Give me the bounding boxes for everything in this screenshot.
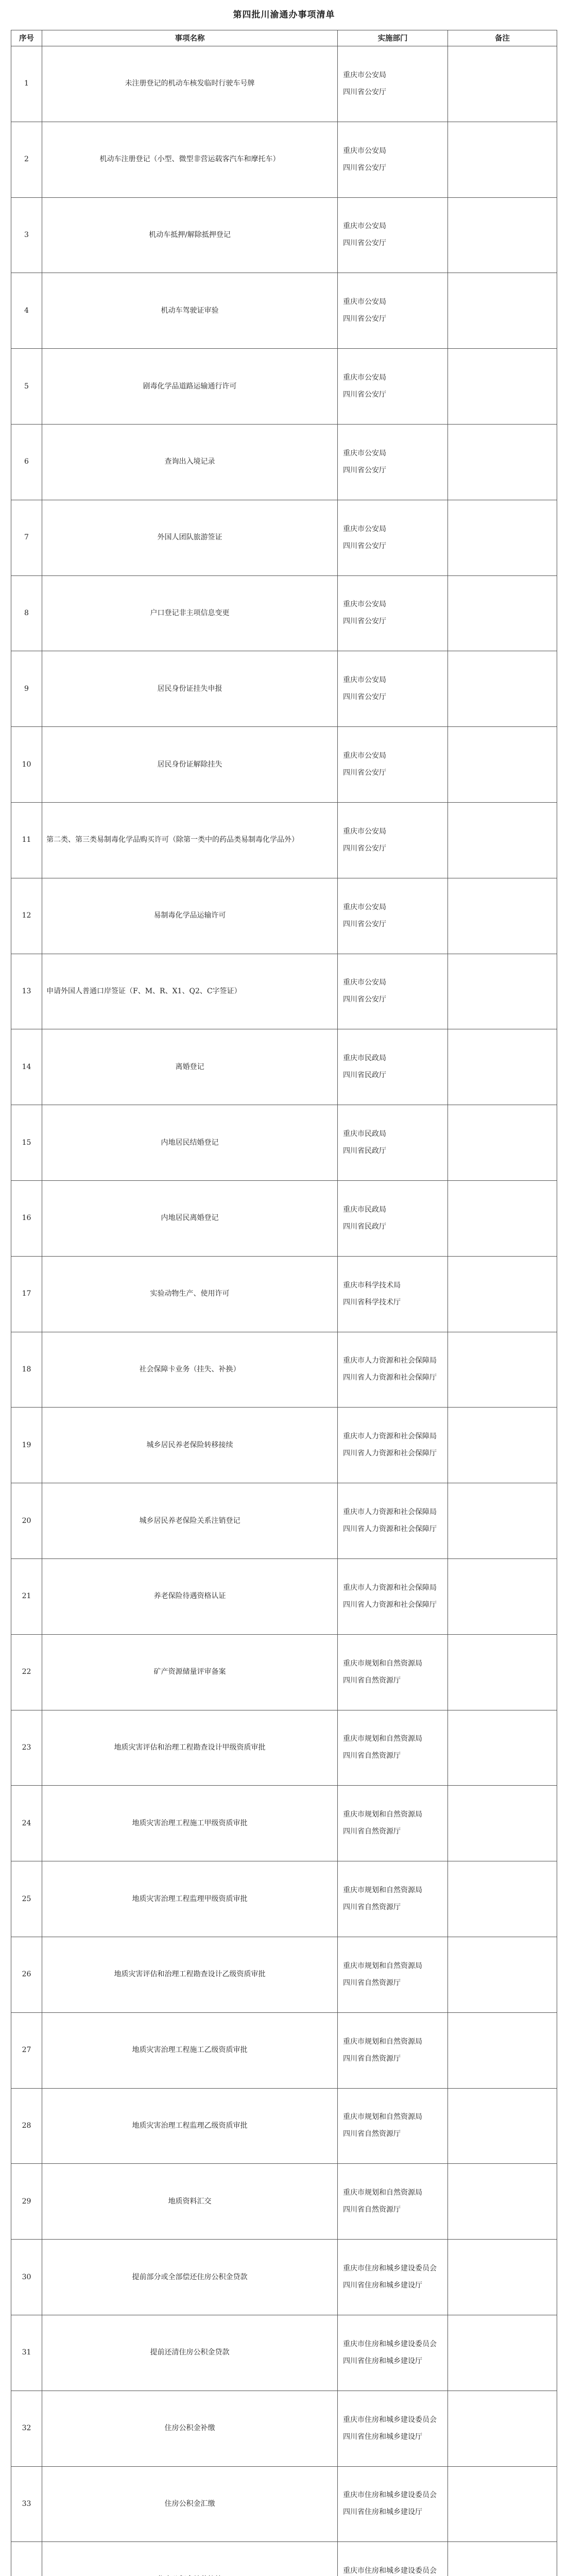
department-cell bbox=[338, 727, 448, 803]
item-name: 户口登记非主项信息变更 bbox=[42, 575, 338, 651]
department-name: 四川省民政厅 bbox=[343, 1071, 386, 1080]
department-name: 四川省公安厅 bbox=[343, 466, 386, 474]
department-name: 重庆市公安局 bbox=[343, 903, 386, 911]
department-cell bbox=[338, 46, 448, 122]
department-cell bbox=[338, 1710, 448, 1786]
department-cell bbox=[338, 273, 448, 349]
department-name: 重庆市科学技术局 bbox=[343, 1281, 401, 1290]
department-name: 重庆市人力资源和社会保障局 bbox=[343, 1432, 437, 1441]
department-name: 四川省自然资源厅 bbox=[343, 1903, 401, 1912]
department-name: 四川省住房和城乡建设厅 bbox=[343, 2281, 422, 2290]
row-number bbox=[11, 2542, 42, 2576]
department-name: 四川省公安厅 bbox=[343, 239, 386, 248]
table-row bbox=[11, 500, 557, 575]
department-name: 四川省民政厅 bbox=[343, 1222, 386, 1231]
department-cell bbox=[338, 1483, 448, 1559]
department-name: 四川省自然资源厅 bbox=[343, 2054, 401, 2063]
item-name: 内地居民结婚登记 bbox=[42, 1105, 338, 1181]
header-dept: 实施部门 bbox=[338, 30, 448, 46]
department-cell bbox=[338, 651, 448, 727]
row-number: 18 bbox=[11, 1332, 42, 1408]
item-name: 住房公积金汇缴 bbox=[42, 2466, 338, 2542]
item-name: 城乡居民养老保险转移接续 bbox=[42, 1408, 338, 1483]
item-name: 地质灾害评估和治理工程勘查设计乙级资质审批 bbox=[42, 1937, 338, 2012]
item-name: 申请外国人普通口岸签证（F、M、R、X1、Q2、C字签证） bbox=[42, 954, 338, 1029]
note-cell bbox=[448, 1937, 557, 2012]
department-cell bbox=[338, 1332, 448, 1408]
department-cell bbox=[338, 424, 448, 500]
department-cell bbox=[338, 122, 448, 197]
note-cell bbox=[448, 878, 557, 954]
note-cell bbox=[448, 2164, 557, 2240]
department-name: 重庆市公安局 bbox=[343, 146, 386, 155]
item-name: 住房公积金补缴 bbox=[42, 2391, 338, 2466]
department-cell bbox=[338, 1256, 448, 1332]
item-name: 实验动物生产、使用许可 bbox=[42, 1256, 338, 1332]
note-cell bbox=[448, 1710, 557, 1786]
note-cell bbox=[448, 1256, 557, 1332]
department-name: 重庆市公安局 bbox=[343, 524, 386, 533]
department-name: 重庆市住房和城乡建设委员会 bbox=[343, 2340, 437, 2348]
row-number: 24 bbox=[11, 1786, 42, 1861]
note-cell bbox=[448, 1558, 557, 1634]
item-name: 易制毒化学品运输许可 bbox=[42, 878, 338, 954]
row-number: 21 bbox=[11, 1558, 42, 1634]
department-cell bbox=[338, 2012, 448, 2088]
item-name: 地质资料汇交 bbox=[42, 2164, 338, 2240]
note-cell bbox=[448, 2012, 557, 2088]
row-number: 13 bbox=[11, 954, 42, 1029]
table-row bbox=[11, 2164, 557, 2240]
note-cell bbox=[448, 122, 557, 197]
row-number: 22 bbox=[11, 1634, 42, 1710]
department-name: 重庆市人力资源和社会保障局 bbox=[343, 1583, 437, 1592]
table-row bbox=[11, 197, 557, 273]
department-name: 四川省公安厅 bbox=[343, 693, 386, 702]
item-name: 城乡居民养老保险关系注销登记 bbox=[42, 1483, 338, 1559]
department-cell bbox=[338, 1029, 448, 1105]
row-number: 30 bbox=[11, 2240, 42, 2315]
note-cell bbox=[448, 2466, 557, 2542]
department-name: 四川省住房和城乡建设厅 bbox=[343, 2432, 422, 2441]
department-name: 重庆市公安局 bbox=[343, 827, 386, 836]
note-cell bbox=[448, 1180, 557, 1256]
department-cell bbox=[338, 2315, 448, 2391]
department-name: 四川省自然资源厅 bbox=[343, 1978, 401, 1987]
department-name: 重庆市公安局 bbox=[343, 71, 386, 79]
table-row bbox=[11, 349, 557, 425]
page-title: 第四批川渝通办事项清单 bbox=[233, 10, 335, 20]
item-name: 剧毒化学品道路运输通行许可 bbox=[42, 349, 338, 425]
note-cell bbox=[448, 1786, 557, 1861]
row-number: 32 bbox=[11, 2391, 42, 2466]
department-cell bbox=[338, 1634, 448, 1710]
item-name: 地质灾害评估和治理工程勘查设计甲级资质审批 bbox=[42, 1710, 338, 1786]
department-cell bbox=[338, 1558, 448, 1634]
item-name: 机动车驾驶证审验 bbox=[42, 273, 338, 349]
row-number: 23 bbox=[11, 1710, 42, 1786]
note-cell bbox=[448, 1332, 557, 1408]
item-name: 地质灾害治理工程监理甲级资质审批 bbox=[42, 1861, 338, 1937]
item-name: 未注册登记的机动车核发临时行驶车号牌 bbox=[42, 46, 338, 122]
department-cell bbox=[338, 2391, 448, 2466]
table-row bbox=[11, 2088, 557, 2164]
table-row bbox=[11, 1408, 557, 1483]
department-cell bbox=[338, 1408, 448, 1483]
department-name: 四川省人力资源和社会保障厅 bbox=[343, 1374, 437, 1382]
department-name: 四川省自然资源厅 bbox=[343, 1827, 401, 1836]
note-cell bbox=[448, 1483, 557, 1559]
row-number: 11 bbox=[11, 802, 42, 878]
table-row bbox=[11, 2315, 557, 2391]
department-cell bbox=[338, 2088, 448, 2164]
department-name: 重庆市住房和城乡建设委员会 bbox=[343, 2415, 437, 2424]
table-body bbox=[11, 46, 557, 2576]
note-cell bbox=[448, 1105, 557, 1181]
row-number: 2 bbox=[11, 122, 42, 197]
department-cell bbox=[338, 1861, 448, 1937]
table-row bbox=[11, 1180, 557, 1256]
table-row bbox=[11, 2466, 557, 2542]
header-no: 序号 bbox=[11, 30, 42, 46]
table-row bbox=[11, 2391, 557, 2466]
department-cell bbox=[338, 2542, 448, 2576]
department-name: 重庆市规划和自然资源局 bbox=[343, 1810, 422, 1819]
note-cell bbox=[448, 273, 557, 349]
row-number: 7 bbox=[11, 500, 42, 575]
department-cell bbox=[338, 197, 448, 273]
department-name: 四川省科学技术厅 bbox=[343, 1298, 401, 1307]
department-cell bbox=[338, 1180, 448, 1256]
department-name: 重庆市住房和城乡建设委员会 bbox=[343, 2567, 437, 2575]
item-name: 居民身份证挂失申报 bbox=[42, 651, 338, 727]
department-name: 重庆市规划和自然资源局 bbox=[343, 1659, 422, 1668]
item-name: 外国人团队旅游签证 bbox=[42, 500, 338, 575]
row-number: 9 bbox=[11, 651, 42, 727]
row-number: 3 bbox=[11, 197, 42, 273]
note-cell bbox=[448, 349, 557, 425]
department-name: 四川省公安厅 bbox=[343, 163, 386, 172]
note-cell bbox=[448, 954, 557, 1029]
header-item: 事项名称 bbox=[42, 30, 338, 46]
item-name: 查询出入境记录 bbox=[42, 424, 338, 500]
item-name: 离婚登记 bbox=[42, 1029, 338, 1105]
department-name: 重庆市公安局 bbox=[343, 222, 386, 231]
department-name: 四川省民政厅 bbox=[343, 1147, 386, 1156]
department-name: 四川省自然资源厅 bbox=[343, 2206, 401, 2214]
department-name: 四川省人力资源和社会保障厅 bbox=[343, 1600, 437, 1609]
department-name: 重庆市公安局 bbox=[343, 676, 386, 685]
department-cell bbox=[338, 954, 448, 1029]
table-row bbox=[11, 1861, 557, 1937]
department-name: 四川省公安厅 bbox=[343, 88, 386, 96]
department-cell bbox=[338, 500, 448, 575]
department-name: 重庆市规划和自然资源局 bbox=[343, 2037, 422, 2046]
table-row bbox=[11, 1256, 557, 1332]
table-row bbox=[11, 1332, 557, 1408]
department-cell bbox=[338, 878, 448, 954]
department-name: 重庆市住房和城乡建设委员会 bbox=[343, 2491, 437, 2500]
department-name: 重庆市民政局 bbox=[343, 1130, 386, 1139]
department-name: 重庆市公安局 bbox=[343, 449, 386, 457]
services-table bbox=[11, 30, 557, 2576]
department-name: 重庆市公安局 bbox=[343, 978, 386, 987]
row-number: 8 bbox=[11, 575, 42, 651]
department-name: 四川省住房和城乡建设厅 bbox=[343, 2357, 422, 2365]
item-name: 机动车注册登记（小型、微型非营运载客汽车和摩托车） bbox=[42, 122, 338, 197]
table-row bbox=[11, 1483, 557, 1559]
row-number: 28 bbox=[11, 2088, 42, 2164]
note-cell bbox=[448, 2391, 557, 2466]
header-note: 备注 bbox=[448, 30, 557, 46]
row-number: 12 bbox=[11, 878, 42, 954]
table-row bbox=[11, 1710, 557, 1786]
department-cell bbox=[338, 2466, 448, 2542]
department-name: 重庆市规划和自然资源局 bbox=[343, 1735, 422, 1743]
table-row bbox=[11, 575, 557, 651]
department-name: 重庆市公安局 bbox=[343, 298, 386, 307]
department-name: 四川省公安厅 bbox=[343, 844, 386, 853]
row-number: 33 bbox=[11, 2466, 42, 2542]
note-cell bbox=[448, 500, 557, 575]
table-row bbox=[11, 1786, 557, 1861]
item-name bbox=[42, 2542, 338, 2576]
item-name: 地质灾害治理工程施工乙级资质审批 bbox=[42, 2012, 338, 2088]
item-name: 内地居民离婚登记 bbox=[42, 1180, 338, 1256]
department-cell bbox=[338, 349, 448, 425]
department-name: 重庆市人力资源和社会保障局 bbox=[343, 1357, 437, 1365]
table-row bbox=[11, 1634, 557, 1710]
department-name: 重庆市规划和自然资源局 bbox=[343, 2113, 422, 2122]
table-row bbox=[11, 802, 557, 878]
note-cell bbox=[448, 727, 557, 803]
table-row bbox=[11, 424, 557, 500]
department-name: 四川省自然资源厅 bbox=[343, 2130, 401, 2139]
table-row bbox=[11, 1558, 557, 1634]
department-name: 四川省公安厅 bbox=[343, 391, 386, 399]
note-cell bbox=[448, 197, 557, 273]
department-cell bbox=[338, 2240, 448, 2315]
row-number: 6 bbox=[11, 424, 42, 500]
item-name: 机动车抵押/解除抵押登记 bbox=[42, 197, 338, 273]
table-row bbox=[11, 122, 557, 197]
note-cell bbox=[448, 2542, 557, 2576]
department-name: 重庆市公安局 bbox=[343, 752, 386, 760]
department-cell bbox=[338, 1105, 448, 1181]
note-cell bbox=[448, 1861, 557, 1937]
department-name: 重庆市人力资源和社会保障局 bbox=[343, 1508, 437, 1517]
department-name: 四川省公安厅 bbox=[343, 617, 386, 626]
department-name: 四川省人力资源和社会保障厅 bbox=[343, 1525, 437, 1534]
table-row bbox=[11, 46, 557, 122]
table-row bbox=[11, 954, 557, 1029]
note-cell bbox=[448, 46, 557, 122]
department-name: 重庆市民政局 bbox=[343, 1205, 386, 1214]
item-name: 社会保障卡业务（挂失、补换） bbox=[42, 1332, 338, 1408]
table-row bbox=[11, 273, 557, 349]
department-name: 重庆市公安局 bbox=[343, 374, 386, 382]
row-number: 14 bbox=[11, 1029, 42, 1105]
row-number: 25 bbox=[11, 1861, 42, 1937]
department-name: 重庆市公安局 bbox=[343, 600, 386, 609]
note-cell bbox=[448, 1408, 557, 1483]
note-cell bbox=[448, 2240, 557, 2315]
item-name: 提前还清住房公积金贷款 bbox=[42, 2315, 338, 2391]
row-number: 10 bbox=[11, 727, 42, 803]
department-name: 重庆市规划和自然资源局 bbox=[343, 1961, 422, 1970]
department-name: 四川省住房和城乡建设厅 bbox=[343, 2508, 422, 2517]
table-row bbox=[11, 1029, 557, 1105]
table-header-row bbox=[11, 30, 557, 46]
department-name: 重庆市住房和城乡建设委员会 bbox=[343, 2264, 437, 2273]
row-number: 4 bbox=[11, 273, 42, 349]
department-name: 四川省公安厅 bbox=[343, 769, 386, 777]
department-name: 四川省自然资源厅 bbox=[343, 1752, 401, 1760]
table-row bbox=[11, 1105, 557, 1181]
department-name: 重庆市规划和自然资源局 bbox=[343, 1886, 422, 1895]
note-cell bbox=[448, 1634, 557, 1710]
note-cell bbox=[448, 575, 557, 651]
row-number: 5 bbox=[11, 349, 42, 425]
department-name: 四川省公安厅 bbox=[343, 920, 386, 928]
note-cell bbox=[448, 802, 557, 878]
department-cell bbox=[338, 1786, 448, 1861]
table-row bbox=[11, 1937, 557, 2012]
table-row bbox=[11, 878, 557, 954]
row-number: 16 bbox=[11, 1180, 42, 1256]
item-name: 地质灾害治理工程监理乙级资质审批 bbox=[42, 2088, 338, 2164]
note-cell bbox=[448, 1029, 557, 1105]
row-number: 19 bbox=[11, 1408, 42, 1483]
department-name: 重庆市规划和自然资源局 bbox=[343, 2189, 422, 2197]
table-row bbox=[11, 2240, 557, 2315]
department-name: 四川省人力资源和社会保障厅 bbox=[343, 1449, 437, 1458]
table-row bbox=[11, 2542, 557, 2576]
row-number: 27 bbox=[11, 2012, 42, 2088]
note-cell bbox=[448, 424, 557, 500]
row-number: 17 bbox=[11, 1256, 42, 1332]
note-cell bbox=[448, 2088, 557, 2164]
item-name: 提前部分或全部偿还住房公积金贷款 bbox=[42, 2240, 338, 2315]
department-cell bbox=[338, 2164, 448, 2240]
department-cell bbox=[338, 1937, 448, 2012]
department-name: 四川省公安厅 bbox=[343, 995, 386, 1004]
item-name: 地质灾害治理工程施工甲级资质审批 bbox=[42, 1786, 338, 1861]
item-name: 矿产资源储量评审备案 bbox=[42, 1634, 338, 1710]
table-row bbox=[11, 651, 557, 727]
table-row bbox=[11, 727, 557, 803]
item-name: 居民身份证解除挂失 bbox=[42, 727, 338, 803]
row-number: 1 bbox=[11, 46, 42, 122]
department-cell bbox=[338, 575, 448, 651]
row-number: 15 bbox=[11, 1105, 42, 1181]
department-name: 重庆市民政局 bbox=[343, 1054, 386, 1063]
row-number: 29 bbox=[11, 2164, 42, 2240]
row-number: 20 bbox=[11, 1483, 42, 1559]
department-name: 四川省公安厅 bbox=[343, 315, 386, 324]
department-name: 四川省公安厅 bbox=[343, 541, 386, 550]
item-name: 养老保险待遇资格认证 bbox=[42, 1558, 338, 1634]
table-row bbox=[11, 2012, 557, 2088]
note-cell bbox=[448, 651, 557, 727]
row-number: 31 bbox=[11, 2315, 42, 2391]
note-cell bbox=[448, 2315, 557, 2391]
department-name: 四川省自然资源厅 bbox=[343, 1676, 401, 1685]
department-cell bbox=[338, 802, 448, 878]
row-number: 26 bbox=[11, 1937, 42, 2012]
item-name: 第二类、第三类易制毒化学品购买许可（除第一类中的药品类易制毒化学品外） bbox=[42, 802, 338, 878]
